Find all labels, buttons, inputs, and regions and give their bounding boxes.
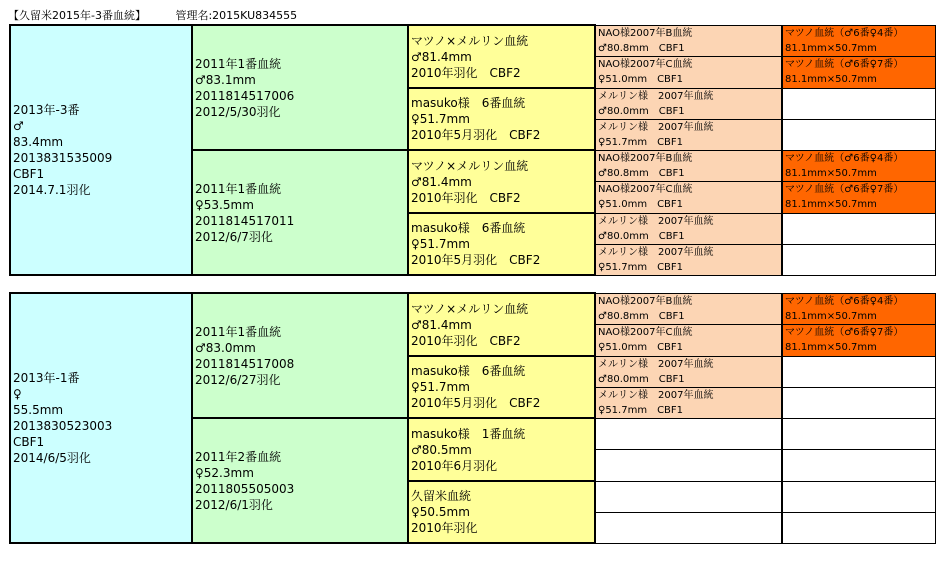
cell-line: 2014.7.1羽化 — [13, 183, 91, 197]
cell-line: NAO様2007年C血統 — [598, 184, 693, 195]
cell-line: 2011年1番血統 — [195, 56, 282, 71]
cell-line: 2012/6/27羽化 — [195, 372, 281, 387]
cell-line: ♀51.0mm CBF1 — [598, 74, 684, 85]
cell-line: 2014/6/5羽化 — [13, 451, 91, 465]
ancestor-cell — [782, 512, 935, 543]
cell-line: masuko様 6番血統 — [411, 364, 526, 378]
ancestor-cell — [782, 181, 935, 213]
great-grandparent-cell — [595, 244, 782, 275]
cell-line: ♀51.7mm CBF1 — [598, 261, 684, 273]
cell-line: ♂80.8mm CBF1 — [598, 42, 685, 54]
cell-line: ♀51.7mm CBF1 — [598, 404, 684, 416]
sheet-title: 【久留米2015年-3番血統】 — [8, 9, 146, 22]
cell-line: CBF1 — [13, 167, 45, 181]
cell-line: ♀52.3mm — [195, 465, 254, 480]
sheet-header — [8, 8, 297, 24]
cell-line: ♀51.7mm — [411, 237, 470, 251]
cell-line: ♀51.7mm — [411, 112, 470, 126]
ancestor-cell — [782, 56, 935, 88]
ancestor-cell — [782, 213, 935, 244]
cell-line: NAO様2007年B血統 — [598, 152, 693, 164]
cell-line: 2012/5/30羽化 — [195, 104, 281, 119]
grandparent-cell — [408, 418, 595, 481]
pedigree-row — [10, 293, 935, 324]
ancestor-cell — [782, 25, 935, 56]
cell-line: 83.4mm — [13, 135, 64, 149]
cell-line: メルリン様 2007年血統 — [598, 121, 714, 133]
cell-line: 2011年1番血統 — [195, 324, 282, 339]
cell-line: CBF1 — [13, 435, 45, 449]
cell-line: 2010年5月羽化 CBF2 — [411, 396, 541, 410]
ancestor-cell — [782, 418, 935, 449]
cell-line: マツノ血統（♂6番♀7番） — [785, 59, 904, 70]
cell-line: 2011805505003 — [195, 481, 295, 496]
subject-cell — [10, 25, 192, 275]
cell-line: 2010年羽化 CBF2 — [411, 190, 521, 205]
cell-line: 2013年-3番 — [13, 103, 80, 117]
great-grandparent-cell — [595, 150, 782, 181]
pedigree-row — [10, 25, 935, 56]
cell-line: マツノ血統（♂6番♀7番） — [785, 184, 904, 195]
ancestor-cell — [782, 356, 935, 387]
cell-line: 2013830523003 — [13, 419, 113, 433]
grandparent-cell — [408, 356, 595, 418]
management-name: 管理名:2015KU834555 — [175, 9, 298, 22]
cell-line: ♂80.8mm CBF1 — [598, 167, 685, 179]
cell-line: masuko様 6番血統 — [411, 221, 526, 235]
ancestor-cell — [782, 244, 935, 275]
great-grandparent-cell — [595, 418, 782, 449]
cell-line: 81.1mm×50.7mm — [785, 199, 877, 210]
cell-line: ♂80.5mm — [411, 442, 472, 457]
cell-line: 2010年羽化 — [411, 521, 478, 535]
ancestor-cell — [782, 293, 935, 324]
cell-line: 2011814517011 — [195, 213, 295, 228]
sire-cell — [192, 293, 408, 418]
cell-line: メルリン様 2007年血統 — [598, 246, 714, 258]
cell-line: 2011814517008 — [195, 356, 295, 371]
sire-cell — [192, 25, 408, 150]
cell-line: メルリン様 2007年血統 — [598, 90, 714, 102]
cell-line: NAO様2007年B血統 — [598, 27, 693, 39]
cell-line: 2013831535009 — [13, 151, 113, 165]
cell-line: 2010年6月羽化 — [411, 458, 498, 473]
cell-line: 2010年5月羽化 CBF2 — [411, 128, 541, 142]
grandparent-cell — [408, 293, 595, 356]
ancestor-cell — [782, 119, 935, 150]
cell-line: 55.5mm — [13, 403, 64, 417]
cell-line: 2011814517006 — [195, 88, 295, 103]
grandparent-cell — [408, 150, 595, 213]
great-grandparent-cell — [595, 293, 782, 324]
cell-line: ♂80.0mm CBF1 — [598, 373, 685, 385]
great-grandparent-cell — [595, 387, 782, 418]
cell-line: 2013年-1番 — [13, 371, 80, 385]
grandparent-cell — [408, 25, 595, 88]
dam-cell — [192, 418, 408, 543]
dam-cell — [192, 150, 408, 275]
cell-line: マツノ×メルリン血統 — [411, 158, 529, 173]
cell-line: 81.1mm×50.7mm — [785, 42, 877, 54]
cell-line: ♀ — [13, 387, 22, 401]
subject-cell — [10, 293, 192, 543]
cell-line: masuko様 1番血統 — [411, 426, 526, 441]
great-grandparent-cell — [595, 213, 782, 244]
cell-line: NAO様2007年C血統 — [598, 327, 693, 338]
cell-line: 久留米血統 — [411, 489, 472, 503]
cell-line: ♂81.4mm — [411, 317, 472, 332]
cell-line: ♀50.5mm — [411, 505, 470, 519]
cell-line: ♂83.0mm — [195, 340, 256, 355]
cell-line: ♂80.0mm CBF1 — [598, 230, 685, 242]
cell-line: masuko様 6番血統 — [411, 96, 526, 110]
great-grandparent-cell — [595, 181, 782, 213]
great-grandparent-cell — [595, 25, 782, 56]
cell-line: 81.1mm×50.7mm — [785, 74, 877, 85]
great-grandparent-cell — [595, 56, 782, 88]
cell-line: 2011年2番血統 — [195, 449, 282, 464]
cell-line: マツノ×メルリン血統 — [411, 33, 529, 48]
cell-line: メルリン様 2007年血統 — [598, 389, 714, 401]
cell-line: マツノ血統（♂6番♀7番） — [785, 327, 904, 338]
cell-line: ♀53.5mm — [195, 197, 254, 212]
cell-line: メルリン様 2007年血統 — [598, 215, 714, 227]
cell-line: 2010年羽化 CBF2 — [411, 333, 521, 348]
cell-line: 81.1mm×50.7mm — [785, 310, 877, 322]
grandparent-cell — [408, 481, 595, 543]
great-grandparent-cell — [595, 449, 782, 481]
pedigree-table-1 — [9, 24, 936, 276]
cell-line: 2012/6/7羽化 — [195, 229, 273, 244]
great-grandparent-cell — [595, 356, 782, 387]
cell-line: ♂80.0mm CBF1 — [598, 105, 685, 117]
great-grandparent-cell — [595, 324, 782, 356]
grandparent-cell — [408, 88, 595, 150]
ancestor-cell — [782, 449, 935, 481]
cell-line: 2011年1番血統 — [195, 181, 282, 196]
ancestor-cell — [782, 387, 935, 418]
cell-line: ♂80.8mm CBF1 — [598, 310, 685, 322]
cell-line: メルリン様 2007年血統 — [598, 358, 714, 370]
great-grandparent-cell — [595, 119, 782, 150]
ancestor-cell — [782, 324, 935, 356]
cell-line: ♀51.7mm CBF1 — [598, 136, 684, 148]
pedigree-table-2 — [9, 292, 936, 544]
cell-line: 2010年羽化 CBF2 — [411, 65, 521, 80]
ancestor-cell — [782, 150, 935, 181]
cell-line: ♂81.4mm — [411, 49, 472, 64]
cell-line: NAO様2007年B血統 — [598, 295, 693, 307]
cell-line: 2010年5月羽化 CBF2 — [411, 253, 541, 267]
cell-line: ♂83.1mm — [195, 72, 256, 87]
great-grandparent-cell — [595, 88, 782, 119]
cell-line: ♂ — [13, 119, 24, 133]
cell-line: 2012/6/1羽化 — [195, 497, 273, 512]
cell-line: マツノ×メルリン血統 — [411, 301, 529, 316]
cell-line: ♂81.4mm — [411, 174, 472, 189]
cell-line: ♀51.7mm — [411, 380, 470, 394]
cell-line: マツノ血統（♂6番♀4番） — [785, 152, 904, 164]
grandparent-cell — [408, 213, 595, 275]
cell-line: NAO様2007年C血統 — [598, 59, 693, 70]
great-grandparent-cell — [595, 512, 782, 543]
cell-line: マツノ血統（♂6番♀4番） — [785, 27, 904, 39]
cell-line: マツノ血統（♂6番♀4番） — [785, 295, 904, 307]
cell-line: ♀51.0mm CBF1 — [598, 342, 684, 353]
cell-line: 81.1mm×50.7mm — [785, 167, 877, 179]
ancestor-cell — [782, 88, 935, 119]
ancestor-cell — [782, 481, 935, 512]
great-grandparent-cell — [595, 481, 782, 512]
cell-line: 81.1mm×50.7mm — [785, 342, 877, 353]
cell-line: ♀51.0mm CBF1 — [598, 199, 684, 210]
